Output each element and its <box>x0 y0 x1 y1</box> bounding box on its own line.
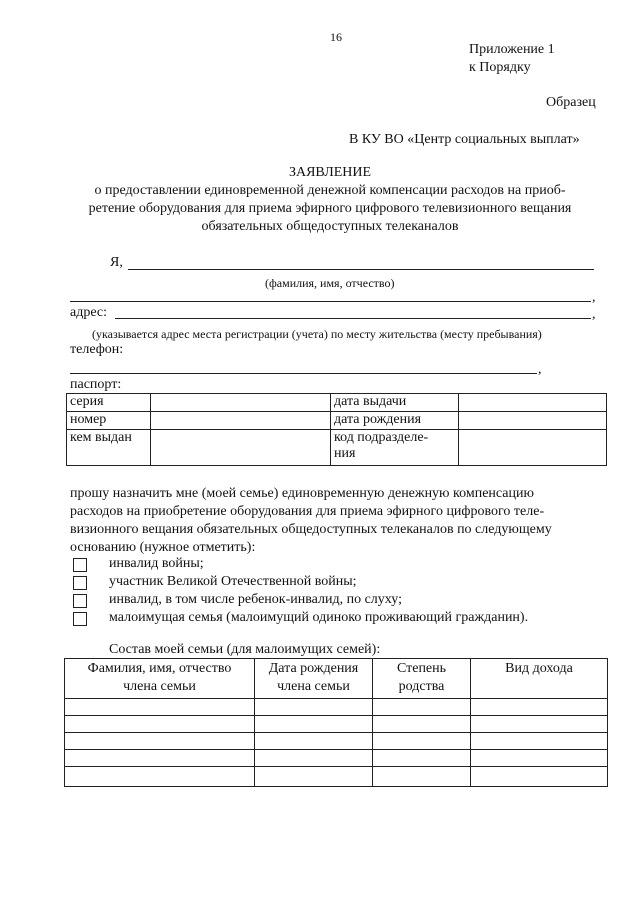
table-cell[interactable] <box>373 716 471 733</box>
column-header-line-2: члена семьи <box>123 679 196 694</box>
passport-row <box>67 430 607 466</box>
passport-label: паспорт: <box>70 377 122 392</box>
option-label: участник Великой Отечественной войны; <box>109 574 357 589</box>
passport-label-cell: кем выдан <box>67 430 151 466</box>
passport-issue-date-input[interactable] <box>459 394 607 412</box>
passport-label-cell: номер <box>67 412 151 430</box>
passport-series-input[interactable] <box>151 394 331 412</box>
address-caption: (указывается адрес места регистрации (учета) по месту жительства (месту пребывания) <box>92 327 542 341</box>
table-cell[interactable] <box>471 716 608 733</box>
appendix-line-2: к Порядку <box>469 60 531 75</box>
table-cell[interactable] <box>65 733 255 750</box>
address-field[interactable] <box>115 318 591 319</box>
option-checkbox[interactable] <box>73 612 87 626</box>
table-cell[interactable] <box>471 733 608 750</box>
passport-birth-date-input[interactable] <box>459 412 607 430</box>
request-line-3: визионного вещания обязательных общедоступных телеканалов по следующему <box>70 522 552 537</box>
request-line-4: основанию (нужное отметить): <box>70 540 256 555</box>
table-cell[interactable] <box>373 733 471 750</box>
passport-table <box>66 393 607 466</box>
address-label: адрес: <box>70 305 108 320</box>
table-row <box>65 699 608 716</box>
column-header-line-1: Степень <box>396 661 447 676</box>
family-header-row <box>65 659 608 699</box>
page-number: 16 <box>330 30 342 44</box>
fio-continuation-field[interactable] <box>70 301 591 302</box>
table-row <box>65 750 608 767</box>
table-row <box>65 767 608 787</box>
table-row <box>65 733 608 750</box>
subtitle-line-1: о предоставлении единовременной денежной компенсации расходов на приоб- <box>94 183 566 198</box>
appendix-line-1: Приложение 1 <box>469 42 555 57</box>
applicant-prefix: Я, <box>110 255 123 270</box>
comma: , <box>538 362 542 377</box>
option-checkbox[interactable] <box>73 558 87 572</box>
passport-label-cell <box>331 430 459 466</box>
passport-label-cell: серия <box>67 394 151 412</box>
column-header-line-2: родства <box>398 679 445 694</box>
family-column-header <box>373 659 471 699</box>
passport-label-cell: дата выдачи <box>331 394 459 412</box>
phone-label: телефон: <box>70 342 124 357</box>
passport-row <box>67 394 607 412</box>
table-cell[interactable] <box>65 716 255 733</box>
family-table <box>64 658 608 787</box>
column-header-line-2: члена семьи <box>277 679 350 694</box>
subtitle-line-2: ретение оборудования для приема эфирного цифрового телевизионного вещания <box>88 201 572 216</box>
request-line-1: прошу назначить мне (моей семье) единовременную денежную компенсацию <box>70 486 534 501</box>
addressee: В КУ ВО «Центр социальных выплат» <box>349 132 580 147</box>
passport-label-cell: дата рождения <box>331 412 459 430</box>
column-header-line-1: Вид дохода <box>505 661 573 676</box>
table-cell[interactable] <box>471 699 608 716</box>
comma: , <box>592 307 596 322</box>
table-cell[interactable] <box>255 767 373 787</box>
request-line-2: расходов на приобретение оборудования для приема эфирного цифрового теле- <box>70 504 545 519</box>
option-checkbox[interactable] <box>73 594 87 608</box>
table-cell[interactable] <box>65 767 255 787</box>
subtitle-line-3: обязательных общедоступных телеканалов <box>201 219 459 234</box>
passport-issuer-input[interactable] <box>151 430 331 466</box>
table-cell[interactable] <box>471 767 608 787</box>
column-header-line-1: Дата рождения <box>268 661 359 676</box>
option-label: инвалид войны; <box>109 556 204 571</box>
table-cell[interactable] <box>255 699 373 716</box>
passport-number-input[interactable] <box>151 412 331 430</box>
family-column-header <box>471 659 608 699</box>
table-cell[interactable] <box>65 750 255 767</box>
table-cell[interactable] <box>373 750 471 767</box>
option-label: малоимущая семья (малоимущий одиноко проживающий гражданин). <box>109 610 529 625</box>
table-cell[interactable] <box>373 767 471 787</box>
passport-row <box>67 412 607 430</box>
passport-division-code-input[interactable] <box>459 430 607 466</box>
table-row <box>65 716 608 733</box>
phone-field[interactable] <box>70 373 537 374</box>
table-cell[interactable] <box>255 750 373 767</box>
option-label: инвалид, в том числе ребенок-инвалид, по слуху; <box>109 592 402 607</box>
document-title: ЗАЯВЛЕНИЕ <box>288 165 372 180</box>
table-cell[interactable] <box>373 699 471 716</box>
table-cell[interactable] <box>255 716 373 733</box>
option-checkbox[interactable] <box>73 576 87 590</box>
passport-code-label-2: ния <box>334 446 356 461</box>
table-cell[interactable] <box>255 733 373 750</box>
sample-label: Образец <box>546 95 596 110</box>
table-cell[interactable] <box>65 699 255 716</box>
fio-caption: (фамилия, имя, отчество) <box>265 276 395 290</box>
comma: , <box>592 290 596 305</box>
passport-code-label-1: код подразделе- <box>334 430 429 445</box>
family-heading: Состав моей семьи (для малоимущих семей): <box>109 642 381 657</box>
table-cell[interactable] <box>471 750 608 767</box>
family-column-header <box>255 659 373 699</box>
column-header-line-1: Фамилия, имя, отчество <box>87 661 232 676</box>
family-column-header <box>65 659 255 699</box>
fio-field[interactable] <box>128 269 594 270</box>
